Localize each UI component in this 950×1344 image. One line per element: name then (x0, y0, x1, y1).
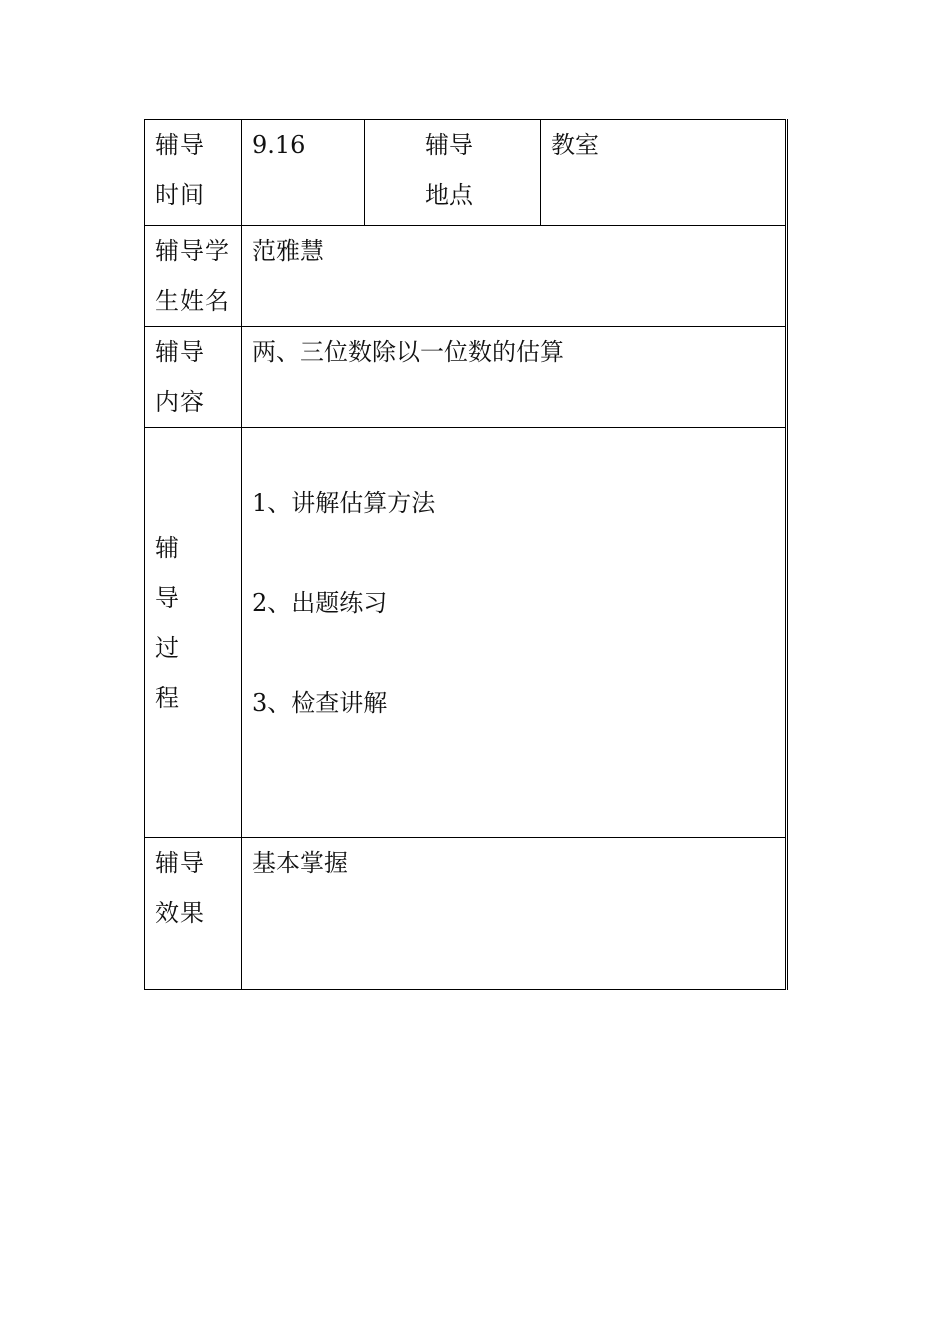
process-step: 1、讲解估算方法 (252, 489, 436, 517)
content-label-cell (145, 327, 242, 428)
process-step: 3、检查讲解 (252, 689, 388, 717)
effect-value: 基本掌握 (252, 849, 348, 877)
row-student (145, 226, 787, 327)
tutoring-record-table (144, 119, 788, 990)
place-label: 辅导 地点 (425, 131, 473, 209)
place-label-cell (365, 120, 541, 226)
student-value-cell (242, 226, 787, 327)
process-step: 2、出题练习 (252, 589, 388, 617)
time-label: 辅导 时间 (155, 131, 205, 209)
effect-label-cell (145, 838, 242, 990)
content-label: 辅导 内容 (155, 338, 205, 416)
time-label-cell (145, 120, 242, 226)
process-label: 辅 导 过 程 (155, 534, 180, 712)
date-value: 9.16 (252, 131, 306, 159)
process-label-cell (145, 428, 242, 838)
process-steps (242, 428, 785, 778)
place-value-cell (541, 120, 787, 226)
date-cell (242, 120, 365, 226)
effect-value-cell (242, 838, 787, 990)
student-name: 范雅慧 (252, 237, 324, 265)
process-steps-cell (242, 428, 787, 838)
row-time (145, 120, 787, 226)
content-value: 两、三位数除以一位数的估算 (252, 338, 564, 366)
student-label: 辅导学 生姓名 (155, 237, 230, 315)
row-process (145, 428, 787, 838)
content-value-cell (242, 327, 787, 428)
student-label-cell (145, 226, 242, 327)
place-value: 教室 (551, 131, 599, 159)
row-effect (145, 838, 787, 990)
row-content (145, 327, 787, 428)
effect-label: 辅导 效果 (155, 849, 205, 927)
